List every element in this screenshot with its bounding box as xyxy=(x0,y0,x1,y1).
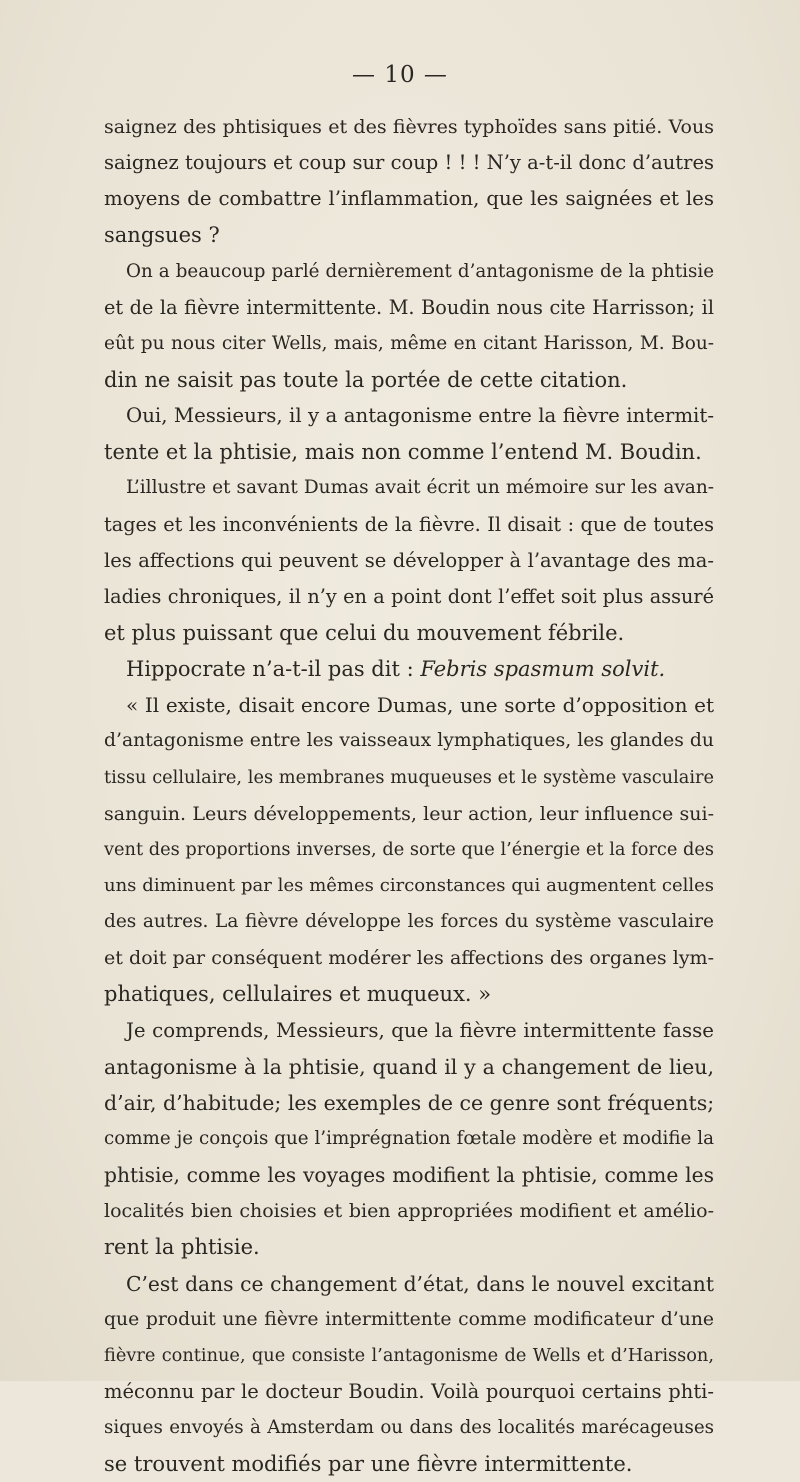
text-line: L’illustre et savant Dumas avait écrit un mémoire sur les avan- xyxy=(126,477,714,499)
text-line: que produit une fièvre intermittente comme modificateur d’une xyxy=(104,1308,714,1330)
text-line: et doit par conséquent modérer les affections des organes lym- xyxy=(104,947,714,970)
text-line: vent des proportions inverses, de sorte que l’énergie et la force des xyxy=(104,839,714,860)
text-line xyxy=(104,651,714,687)
text-line: eût pu nous citer Wells, mais, même en citant Harisson, M. Bou- xyxy=(104,332,714,354)
text-line: din ne saisit pas toute la portée de cette citation. xyxy=(104,367,628,392)
text-line: rent la phtisie. xyxy=(104,1235,260,1260)
text-line: tissu cellulaire, les membranes muqueuses et le système vasculaire xyxy=(104,767,714,788)
text-line: des autres. La fièvre développe les forces du système vasculaire xyxy=(104,911,714,933)
text-line: tages et les inconvénients de la fièvre. Il disait : que de toutes xyxy=(104,512,714,536)
text-line: les affections qui peuvent se développer à l’avantage des ma- xyxy=(104,548,714,572)
text-line: saignez toujours et coup sur coup ! ! ! N’y a-t-il donc d’autres xyxy=(104,151,714,175)
text-line: uns diminuent par les mêmes circonstances qui augmentent celles xyxy=(104,874,714,896)
text-line: siques envoyés à Amsterdam ou dans des localités marécageuses xyxy=(104,1417,714,1439)
text-line: sanguin. Leurs développements, leur action, leur influence sui- xyxy=(104,802,714,825)
text-line: phatiques, cellulaires et muqueux. » xyxy=(104,982,492,1007)
text-line: se trouvent modifiés par une fièvre intermittente. xyxy=(104,1452,633,1477)
text-line: localités bien choisies et bien appropriées modifient et amélio- xyxy=(104,1200,714,1223)
page-number: — 10 — xyxy=(352,62,448,88)
text-line: comme je conçois que l’imprégnation fœtale modère et modifie la xyxy=(104,1127,714,1149)
text-line: phtisie, comme les voyages modifient la phtisie, comme les xyxy=(104,1163,714,1188)
hippocrates-question: Hippocrate n’a-t-il pas dit : xyxy=(126,657,421,682)
text-line: saignez des phtisiques et des fièvres typhoïdes sans pitié. Vous xyxy=(104,116,714,138)
text-line: « Il existe, disait encore Dumas, une sorte d’opposition et xyxy=(126,693,714,718)
text-line: tente et la phtisie, mais non comme l’entend M. Boudin. xyxy=(104,440,702,465)
body-text xyxy=(104,109,714,1482)
text-line: moyens de combattre l’inflammation, que les saignées et les xyxy=(104,187,714,211)
text-line: méconnu par le docteur Boudin. Voilà pourquoi certains phti- xyxy=(104,1379,714,1403)
text-line: On a beaucoup parlé dernièrement d’antagonisme de la phtisie xyxy=(126,260,714,282)
text-line: C’est dans ce changement d’état, dans le nouvel excitant xyxy=(126,1271,714,1296)
text-line: Je comprends, Messieurs, que la fièvre intermittente fasse xyxy=(126,1018,714,1042)
text-line: fièvre continue, que consiste l’antagonisme de Wells et d’Harisson, xyxy=(104,1345,714,1366)
text-line: ladies chroniques, il n’y en a point dont l’effet soit plus assuré xyxy=(104,584,714,608)
text-line: Oui, Messieurs, il y a antagonisme entre la fièvre intermit- xyxy=(126,404,714,428)
text-line: d’air, d’habitude; les exemples de ce genre sont fréquents; xyxy=(104,1090,715,1115)
text-line: antagonisme à la phtisie, quand il y a changement de lieu, xyxy=(104,1054,714,1079)
text-line: d’antagonisme entre les vaisseaux lymphatiques, les glandes du xyxy=(104,730,714,752)
latin-quote: Febris spasmum solvit. xyxy=(420,657,666,682)
text-line: et plus puissant que celui du mouvement fébrile. xyxy=(104,620,625,645)
text-line: sangsues ? xyxy=(104,223,220,248)
text-line: et de la fièvre intermittente. M. Boudin nous cite Harrisson; il xyxy=(104,295,714,319)
